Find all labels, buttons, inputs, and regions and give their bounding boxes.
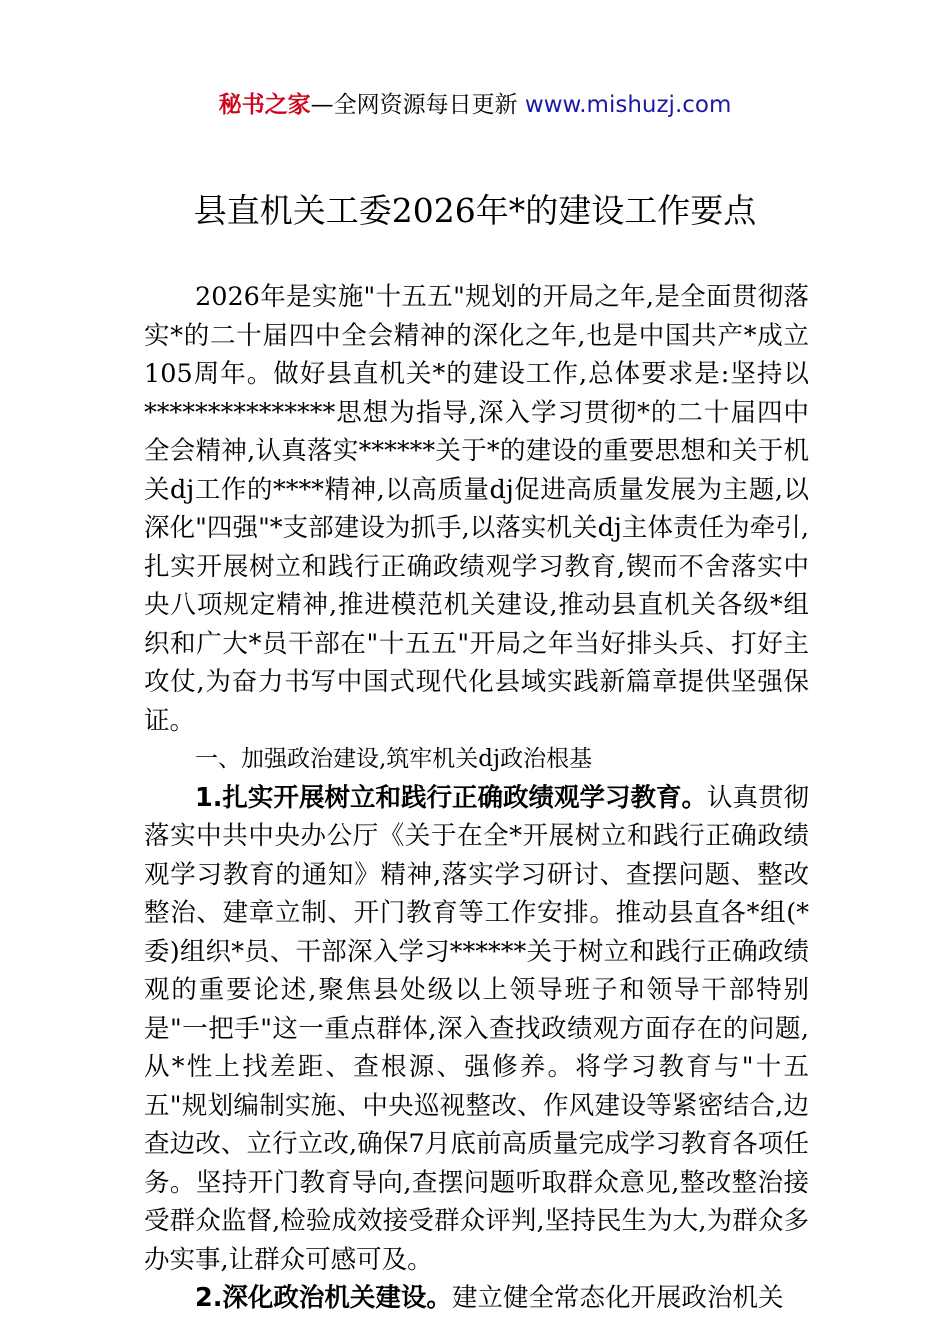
item-text: 建立健全常态化开展政治机关	[451, 1283, 784, 1313]
document-body	[144, 278, 809, 1318]
site-header	[0, 88, 950, 122]
item-lead: 2.深化政治机关建设。	[195, 1283, 452, 1313]
item-paragraph	[144, 779, 809, 1280]
document-title: 县直机关工委2026年*的建设工作要点	[193, 191, 757, 230]
item-lead: 1.扎实开展树立和践行正确政绩观学习教育。	[195, 782, 707, 813]
item-paragraph	[144, 1279, 809, 1318]
site-url-link[interactable]: www.mishuzj.com	[524, 92, 732, 118]
intro-paragraph: 2026年是实施"十五五"规划的开局之年,是全面贯彻落实*的二十届四中全会精神的深化之年,也是中国共产*成立105周年。做好县直机关*的建设工作,总体要求是:坚持以***************思想为指导,深入学习贯彻*的二十届四中全会精神,认真落实******关于*的建设的重要思想和关于机关dj工作的****精神,以高质量dj促进高质量发展为主题,以深化"四强"*支部建设为抓手,以落实机关dj主体责任为牵引,扎实开展树立和践行正确政绩观学习教育,锲而不舍落实中央八项规定精神,推进模范机关建设,推动县直机关各级*组织和广大*员干部在"十五五"开局之年当好排头兵、打好主攻仗,为奋力书写中国式现代化县域实践新篇章提供坚强保证。	[144, 282, 809, 736]
section-heading: 一、加强政治建设,筑牢机关dj政治根基	[195, 746, 593, 772]
site-tagline: —全网资源每日更新	[310, 92, 525, 118]
item-text: 认真贯彻落实中共中央办公厅《关于在全*开展树立和践行正确政绩观学习教育的通知》精神,落实学习研讨、查摆问题、整改整治、建章立制、开门教育等工作安排。推动县直各*组(*委)组织*员、干部深入学习******关于树立和践行正确政绩观的重要论述,聚焦县处级以上领导班子和领导干部特别是"一把手"这一重点群体,深入查找政绩观方面存在的问题,从*性上找差距、查根源、强修养。将学习教育与"十五五"规划编制实施、中央巡视整改、作风建设等紧密结合,边查边改、立行立改,确保7月底前高质量完成学习教育各项任务。坚持开门教育导向,查摆问题听取群众意见,整改整治接受群众监督,检验成效接受群众评判,坚持民生为大,为群众多办实事,让群众可感可及。	[144, 782, 809, 1275]
site-brand: 秘书之家	[218, 92, 311, 118]
